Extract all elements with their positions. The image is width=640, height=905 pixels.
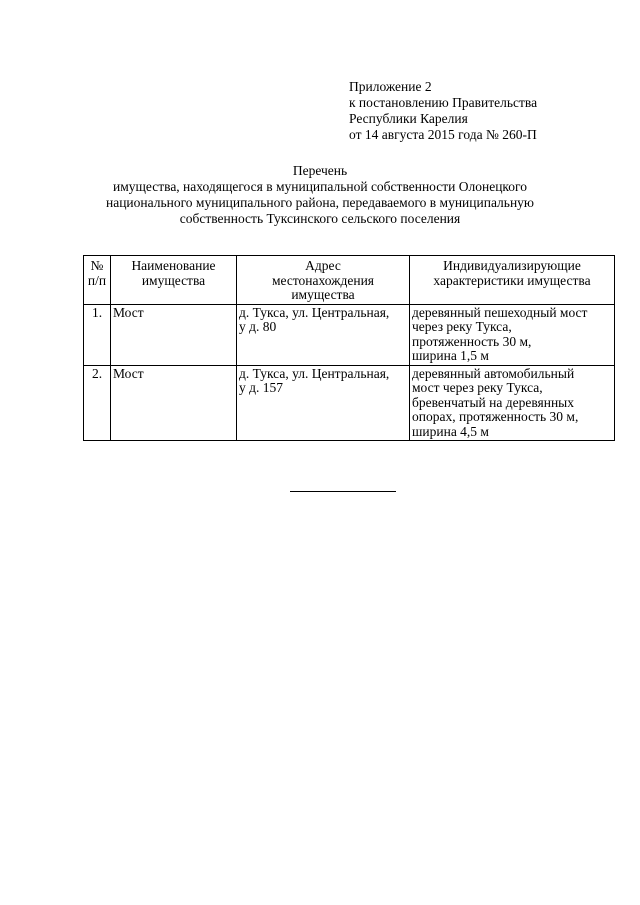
row-name: Мост (111, 304, 237, 365)
title-line: собственность Туксинского сельского поселения (179, 211, 461, 226)
header-name (111, 256, 237, 305)
characteristics-line: ширина 4,5 м (412, 423, 489, 439)
appendix-block (349, 79, 537, 143)
characteristics-line: мост через реку Тукса, (412, 380, 543, 395)
header-characteristics (410, 256, 615, 305)
header-text: Индивидуализирующие (443, 258, 581, 273)
title-heading: Перечень (292, 163, 348, 178)
address-line: у д. 80 (239, 319, 277, 334)
closing-rule (290, 491, 396, 492)
characteristics-line: протяженность 30 м, (412, 333, 532, 349)
table-row (84, 365, 615, 441)
header-address (237, 256, 410, 305)
row-characteristics (410, 365, 615, 441)
header-text: характеристики имущества (433, 272, 591, 288)
address-line: д. Тукса, ул. Центральная, (239, 365, 390, 381)
appendix-line: от 14 августа 2015 года № 260-П (349, 127, 537, 142)
table-header-row (84, 256, 615, 305)
row-address (237, 365, 410, 441)
header-text: местонахождения (271, 272, 375, 288)
header-text: имущества (291, 287, 355, 302)
row-characteristics (410, 304, 615, 365)
appendix-line: Республики Карелия (349, 111, 468, 126)
characteristics-line: опорах, протяженность 30 м, (412, 409, 579, 424)
document-title (0, 163, 640, 227)
header-number (84, 256, 111, 305)
characteristics-line: через реку Тукса, (412, 319, 512, 334)
header-text: Наименование (131, 258, 216, 273)
characteristics-line: деревянный автомобильный (412, 365, 575, 381)
row-address (237, 304, 410, 365)
title-line: имущества, находящегося в муниципальной собственности Олонецкого (112, 179, 528, 194)
header-text: п/п (87, 272, 107, 288)
address-line: у д. 157 (239, 380, 283, 395)
characteristics-line: деревянный пешеходный мост (412, 304, 588, 320)
characteristics-line: бревенчатый на деревянных (412, 394, 574, 410)
header-text: № (90, 258, 104, 273)
header-text: имущества (141, 272, 206, 288)
appendix-line: к постановлению Правительства (349, 95, 538, 110)
table-row (84, 304, 615, 365)
row-number: 2. (84, 365, 111, 441)
property-table (83, 255, 615, 441)
appendix-line: Приложение 2 (349, 79, 432, 94)
characteristics-line: ширина 1,5 м (412, 348, 489, 363)
address-line: д. Тукса, ул. Центральная, (239, 304, 390, 320)
title-line: национального муниципального района, передаваемого в муниципальную (105, 195, 535, 210)
row-number: 1. (84, 304, 111, 365)
header-text: Адрес (305, 258, 341, 273)
row-name: Мост (111, 365, 237, 441)
